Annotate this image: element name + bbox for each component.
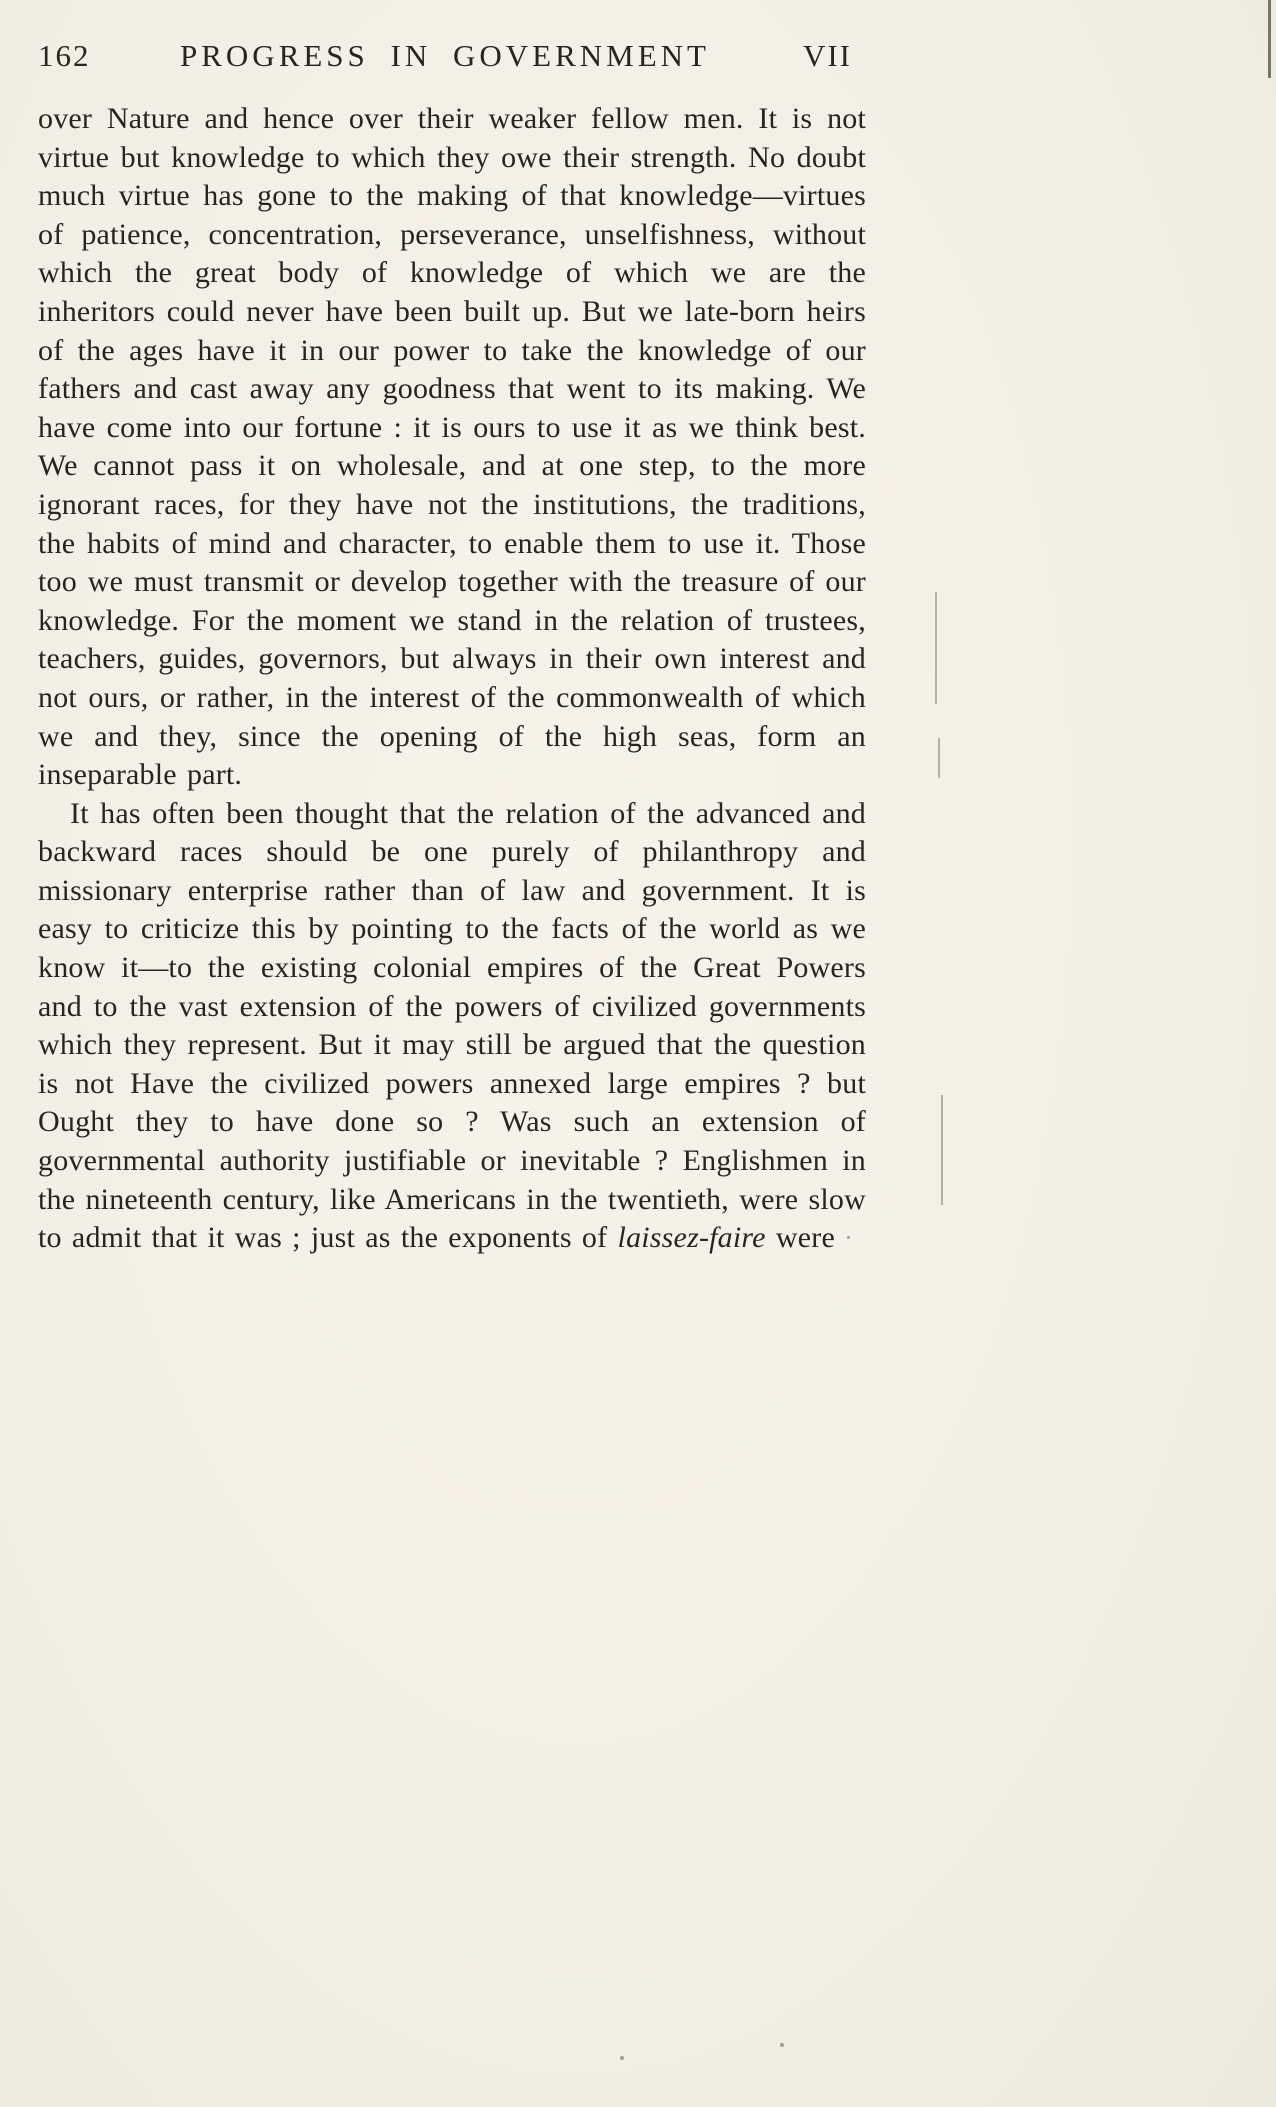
scan-speck — [620, 2056, 624, 2060]
running-title: PROGRESS IN GOVERNMENT — [180, 38, 710, 73]
scan-speck — [847, 1236, 850, 1239]
scan-artifact — [941, 1095, 943, 1205]
scan-artifact — [935, 592, 937, 704]
text-block — [38, 38, 866, 1258]
scan-artifact — [1268, 0, 1271, 78]
chapter-numeral: VII — [802, 38, 852, 73]
scan-artifact — [938, 738, 940, 778]
running-head — [38, 38, 866, 74]
paragraph-1: over Nature and hence over their weaker fellow men. It is not virtue but knowledge to which they owe their strength. No doubt much virtue has gone to the making of that knowledge—virtues of patience, concentration, perseverance, unselfishness, without which the great body of knowledge of which we are the inheritors could never have been built up. But we late-born heirs of the ages have it in our power to take the knowledge of our fathers and cast away any goodness that went to its making. We have come into our fortune : it is ours to use it as we think best. We cannot pass it on wholesale, and at one step, to the more ignorant races, for they have not the institutions, the traditions, the habits of mind and character, to enable them to use it. Those too we must transmit or develop together with the treasure of our knowledge. For the moment we stand in the relation of trustees, teachers, guides, governors, but always in their own interest and not ours, or rather, in the interest of the commonwealth of which we and they, since the opening of the high seas, form an inseparable part. — [38, 102, 866, 792]
paragraph-2 — [38, 795, 866, 1258]
paragraph-2-italic-term: laissez-faire — [617, 1221, 766, 1255]
body-text — [38, 100, 866, 1258]
paragraph-2-tail: were — [765, 1221, 835, 1255]
scan-speck — [780, 2043, 784, 2047]
paragraph-2-text: It has often been thought that the relation of the advanced and backward races should be one purely of philanthropy and missionary enterprise rather than of law and government. It is easy to criticize this by pointing to the facts of the world as we know it—to the existing colonial empires of the Great Powers and to the vast extension of the powers of civilized governments which they represent. But it may still be argued that the question is not Have the civilized powers annexed large empires ? but Ought they to have done so ? Was such an extension of governmental authority justifiable or inevitable ? Englishmen in the nineteenth century, like Americans in the twentieth, were slow to admit that it was ; just as the exponents of — [38, 796, 866, 1255]
page-number: 162 — [38, 38, 91, 73]
